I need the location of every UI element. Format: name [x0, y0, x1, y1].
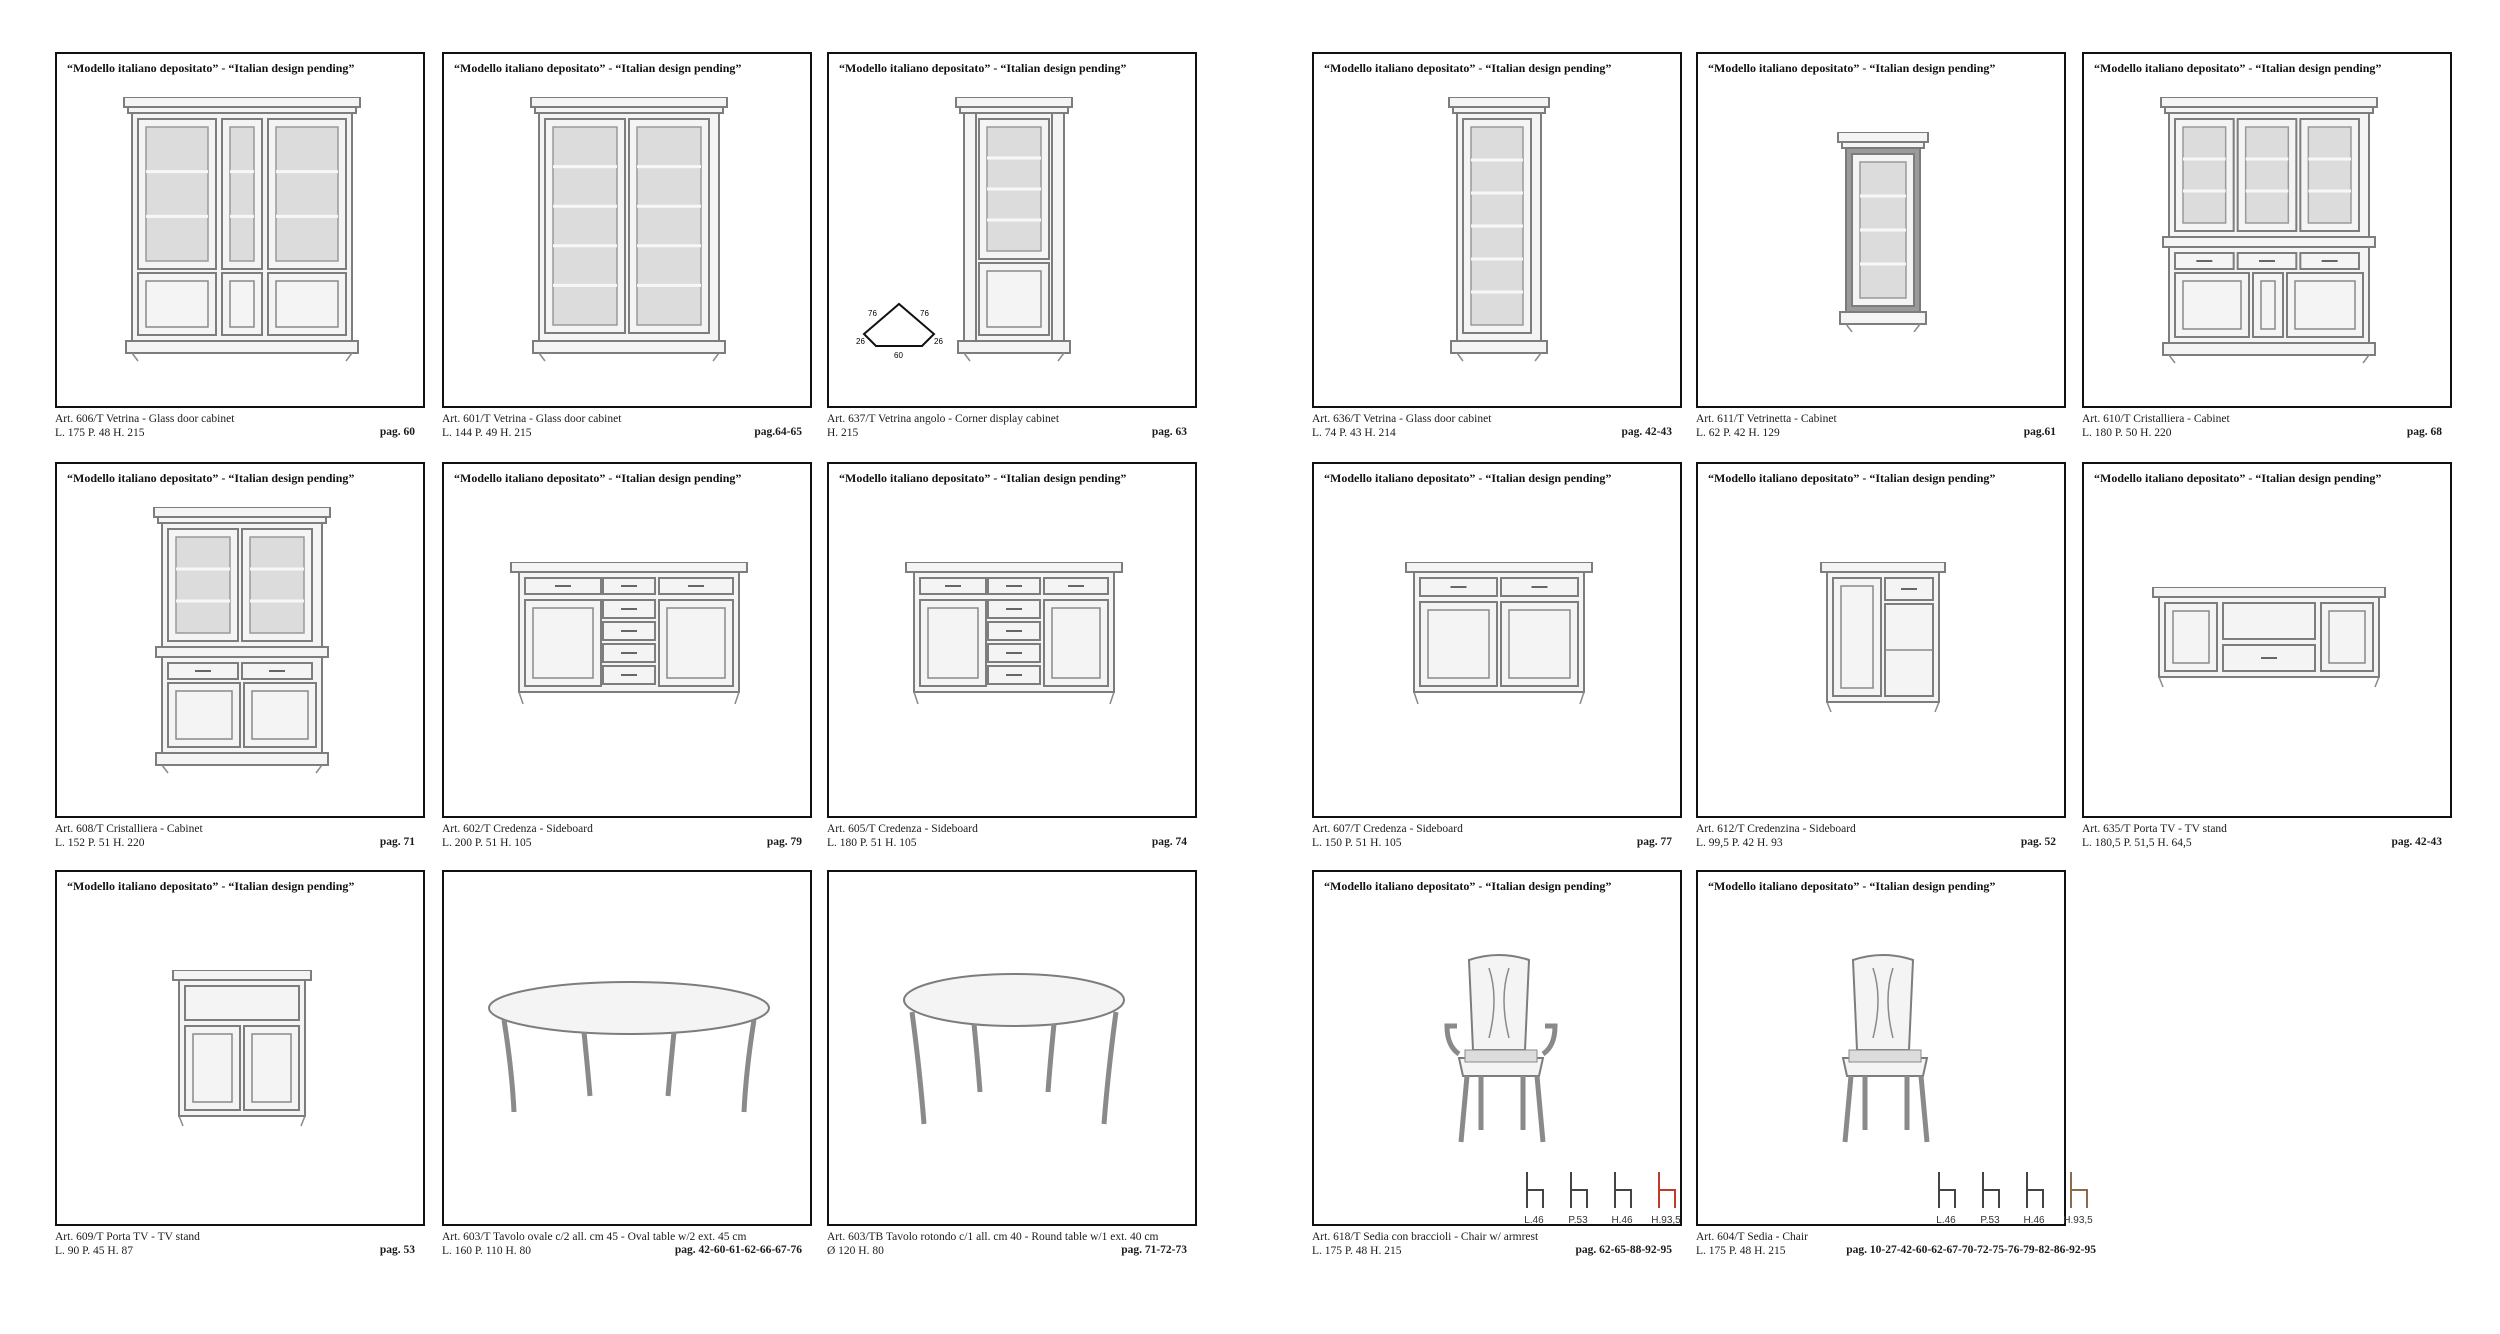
product-card-603r	[827, 870, 1197, 1276]
svg-text:76: 76	[868, 309, 877, 318]
product-image-frame	[1312, 870, 1682, 1226]
design-pending-notice: “Modello italiano depositato” - “Italian design pending”	[839, 61, 1127, 75]
page-reference: pag. 71	[379, 836, 415, 848]
svg-text:26: 26	[934, 337, 943, 346]
page-reference: pag. 10-27-42-60-62-67-70-72-75-76-79-82-86-92-95	[1846, 1244, 2096, 1256]
product-image-frame	[1696, 870, 2093, 1226]
design-pending-notice: “Modello italiano depositato” - “Italian design pending”	[67, 61, 355, 75]
sideboard-icon	[1314, 464, 1684, 820]
round-table-icon	[829, 872, 1199, 1228]
product-card-601	[442, 52, 812, 458]
page-reference: pag. 79	[766, 836, 802, 848]
product-dimensions: L. 200 P. 51 H. 105	[442, 837, 532, 849]
page-reference: pag. 77	[1636, 836, 1672, 848]
chair-elevation-icon	[1651, 1170, 1681, 1210]
product-card-612	[1696, 462, 2066, 868]
product-card-611	[1696, 52, 2066, 458]
page-reference: pag.64-65	[754, 426, 802, 438]
page-reference: pag. 42-60-61-62-66-67-76	[674, 1244, 802, 1256]
product-image-frame	[442, 870, 812, 1226]
product-image-frame	[442, 462, 812, 818]
design-pending-notice: “Modello italiano depositato” - “Italian design pending”	[67, 879, 355, 893]
product-image-frame	[827, 870, 1197, 1226]
product-name: Art. 611/T Vetrinetta - Cabinet	[1696, 413, 1837, 425]
product-name: Art. 612/T Credenzina - Sideboard	[1696, 823, 1856, 835]
product-card-603o	[442, 870, 812, 1276]
product-dimensions: L. 90 P. 45 H. 87	[55, 1245, 133, 1257]
design-pending-notice: “Modello italiano depositato” - “Italian design pending”	[2094, 61, 2382, 75]
product-image-frame	[55, 462, 425, 818]
product-dimensions: L. 74 P. 43 H. 214	[1312, 427, 1396, 439]
chair-dimension-strip	[1926, 1170, 2106, 1226]
sideboard-icon	[444, 464, 814, 820]
page-reference: pag. 52	[2020, 836, 2056, 848]
chair-dimension-3: H.93,5	[1646, 1170, 1686, 1226]
product-dimensions: H. 215	[827, 427, 859, 439]
product-image-frame	[1312, 52, 1682, 408]
product-dimensions: L. 175 P. 48 H. 215	[1312, 1245, 1402, 1257]
oval-table-icon	[444, 872, 814, 1228]
product-name: Art. 609/T Porta TV - TV stand	[55, 1231, 200, 1243]
product-image-frame	[1696, 462, 2066, 818]
product-name: Art. 605/T Credenza - Sideboard	[827, 823, 978, 835]
product-name: Art. 608/T Cristalliera - Cabinet	[55, 823, 203, 835]
product-name: Art. 603/TB Tavolo rotondo c/1 all. cm 40 - Round table w/1 ext. 40 cm	[827, 1231, 1159, 1243]
chair-dimension-0: L.46	[1514, 1170, 1554, 1226]
product-card-607	[1312, 462, 1682, 868]
product-dimensions: L. 62 P. 42 H. 129	[1696, 427, 1780, 439]
chair-dimension-1: P.53	[1970, 1170, 2010, 1226]
product-card-618	[1312, 870, 1682, 1276]
design-pending-notice: “Modello italiano depositato” - “Italian design pending”	[839, 471, 1127, 485]
product-image-frame	[442, 52, 812, 408]
design-pending-notice: “Modello italiano depositato” - “Italian design pending”	[67, 471, 355, 485]
page-reference: pag. 71-72-73	[1121, 1244, 1187, 1256]
product-image-frame	[827, 462, 1197, 818]
chair-elevation-icon	[1519, 1170, 1549, 1210]
product-card-604	[1696, 870, 2096, 1276]
narrow-cabinet-icon	[1314, 54, 1684, 410]
sideboard-icon	[829, 464, 1199, 820]
page-reference: pag. 42-43	[1621, 426, 1672, 438]
chair-elevation-icon	[2019, 1170, 2049, 1210]
product-name: Art. 637/T Vetrina angolo - Corner display cabinet	[827, 413, 1060, 425]
product-image-frame	[55, 52, 425, 408]
product-name: Art. 635/T Porta TV - TV stand	[2082, 823, 2227, 835]
chair-elevation-icon	[1607, 1170, 1637, 1210]
product-name: Art. 636/T Vetrina - Glass door cabinet	[1312, 413, 1492, 425]
product-card-605	[827, 462, 1197, 868]
product-name: Art. 604/T Sedia - Chair	[1696, 1231, 1808, 1243]
design-pending-notice: “Modello italiano depositato” - “Italian design pending”	[1708, 879, 1996, 893]
chair-dimension-1: P.53	[1558, 1170, 1598, 1226]
page-reference: pag. 68	[2406, 426, 2442, 438]
product-dimensions: L. 99,5 P. 42 H. 93	[1696, 837, 1783, 849]
hutch-cabinet-icon	[2084, 54, 2454, 410]
product-card-635	[2082, 462, 2452, 868]
design-pending-notice: “Modello italiano depositato” - “Italian design pending”	[1708, 61, 1996, 75]
product-card-602	[442, 462, 812, 868]
product-dimensions: L. 152 P. 51 H. 220	[55, 837, 145, 849]
tv-stand-icon	[2084, 464, 2454, 820]
page-reference: pag. 74	[1151, 836, 1187, 848]
design-pending-notice: “Modello italiano depositato” - “Italian design pending”	[1324, 879, 1612, 893]
product-name: Art. 602/T Credenza - Sideboard	[442, 823, 593, 835]
svg-text:76: 76	[920, 309, 929, 318]
page-reference: pag. 62-65-88-92-95	[1575, 1244, 1672, 1256]
page-reference: pag. 42-43	[2391, 836, 2442, 848]
glass-cabinet-icon	[444, 54, 814, 410]
small-sideboard-icon	[1698, 464, 2068, 820]
design-pending-notice: “Modello italiano depositato” - “Italian design pending”	[1708, 471, 1996, 485]
product-dimensions: L. 180 P. 50 H. 220	[2082, 427, 2172, 439]
tv-stand-icon	[57, 872, 427, 1228]
svg-text:26: 26	[856, 337, 865, 346]
product-name: Art. 618/T Sedia con braccioli - Chair w/ armrest	[1312, 1231, 1539, 1243]
product-name: Art. 606/T Vetrina - Glass door cabinet	[55, 413, 235, 425]
product-image-frame	[55, 870, 425, 1226]
chair-dimension-0: L.46	[1926, 1170, 1966, 1226]
svg-text:60: 60	[894, 351, 903, 360]
glass-cabinet-icon	[57, 54, 427, 410]
product-dimensions: L. 160 P. 110 H. 80	[442, 1245, 532, 1257]
product-card-610	[2082, 52, 2452, 458]
product-name: Art. 601/T Vetrina - Glass door cabinet	[442, 413, 622, 425]
product-image-frame	[2082, 52, 2452, 408]
product-dimensions: L. 175 P. 48 H. 215	[55, 427, 145, 439]
hutch-cabinet-icon	[57, 464, 427, 820]
page-reference: pag. 53	[379, 1244, 415, 1256]
product-name: Art. 607/T Credenza - Sideboard	[1312, 823, 1463, 835]
product-image-frame	[827, 52, 1197, 408]
product-dimensions: L. 144 P. 49 H. 215	[442, 427, 532, 439]
design-pending-notice: “Modello italiano depositato” - “Italian design pending”	[1324, 61, 1612, 75]
design-pending-notice: “Modello italiano depositato” - “Italian design pending”	[454, 471, 742, 485]
chair-dimension-3: H.93,5	[2058, 1170, 2098, 1226]
product-image-frame	[1312, 462, 1682, 818]
small-cabinet-icon	[1698, 54, 2068, 410]
product-dimensions: L. 175 P. 48 H. 215	[1696, 1245, 1786, 1257]
product-card-609	[55, 870, 425, 1276]
design-pending-notice: “Modello italiano depositato” - “Italian design pending”	[1324, 471, 1612, 485]
chair-elevation-icon	[1931, 1170, 1961, 1210]
product-card-608	[55, 462, 425, 868]
product-dimensions: L. 180,5 P. 51,5 H. 64,5	[2082, 837, 2192, 849]
corner-plan-diagram	[854, 294, 944, 364]
product-dimensions: L. 180 P. 51 H. 105	[827, 837, 917, 849]
product-image-frame	[1696, 52, 2066, 408]
chair-elevation-icon	[1975, 1170, 2005, 1210]
design-pending-notice: “Modello italiano depositato” - “Italian design pending”	[454, 61, 742, 75]
chair-elevation-icon	[1563, 1170, 1593, 1210]
page-reference: pag. 60	[379, 426, 415, 438]
product-image-frame	[2082, 462, 2452, 818]
product-dimensions: Ø 120 H. 80	[827, 1245, 884, 1257]
product-name: Art. 610/T Cristalliera - Cabinet	[2082, 413, 2230, 425]
design-pending-notice: “Modello italiano depositato” - “Italian design pending”	[2094, 471, 2382, 485]
product-name: Art. 603/T Tavolo ovale c/2 all. cm 45 - Oval table w/2 ext. 45 cm	[442, 1231, 747, 1243]
product-card-636	[1312, 52, 1682, 458]
chair-elevation-icon	[2063, 1170, 2093, 1210]
product-dimensions: L. 150 P. 51 H. 105	[1312, 837, 1402, 849]
chair-dimension-2: H.46	[2014, 1170, 2054, 1226]
product-card-606	[55, 52, 425, 458]
chair-dimension-2: H.46	[1602, 1170, 1642, 1226]
product-card-637	[827, 52, 1197, 458]
page-reference: pag.61	[2023, 426, 2056, 438]
page-reference: pag. 63	[1151, 426, 1187, 438]
